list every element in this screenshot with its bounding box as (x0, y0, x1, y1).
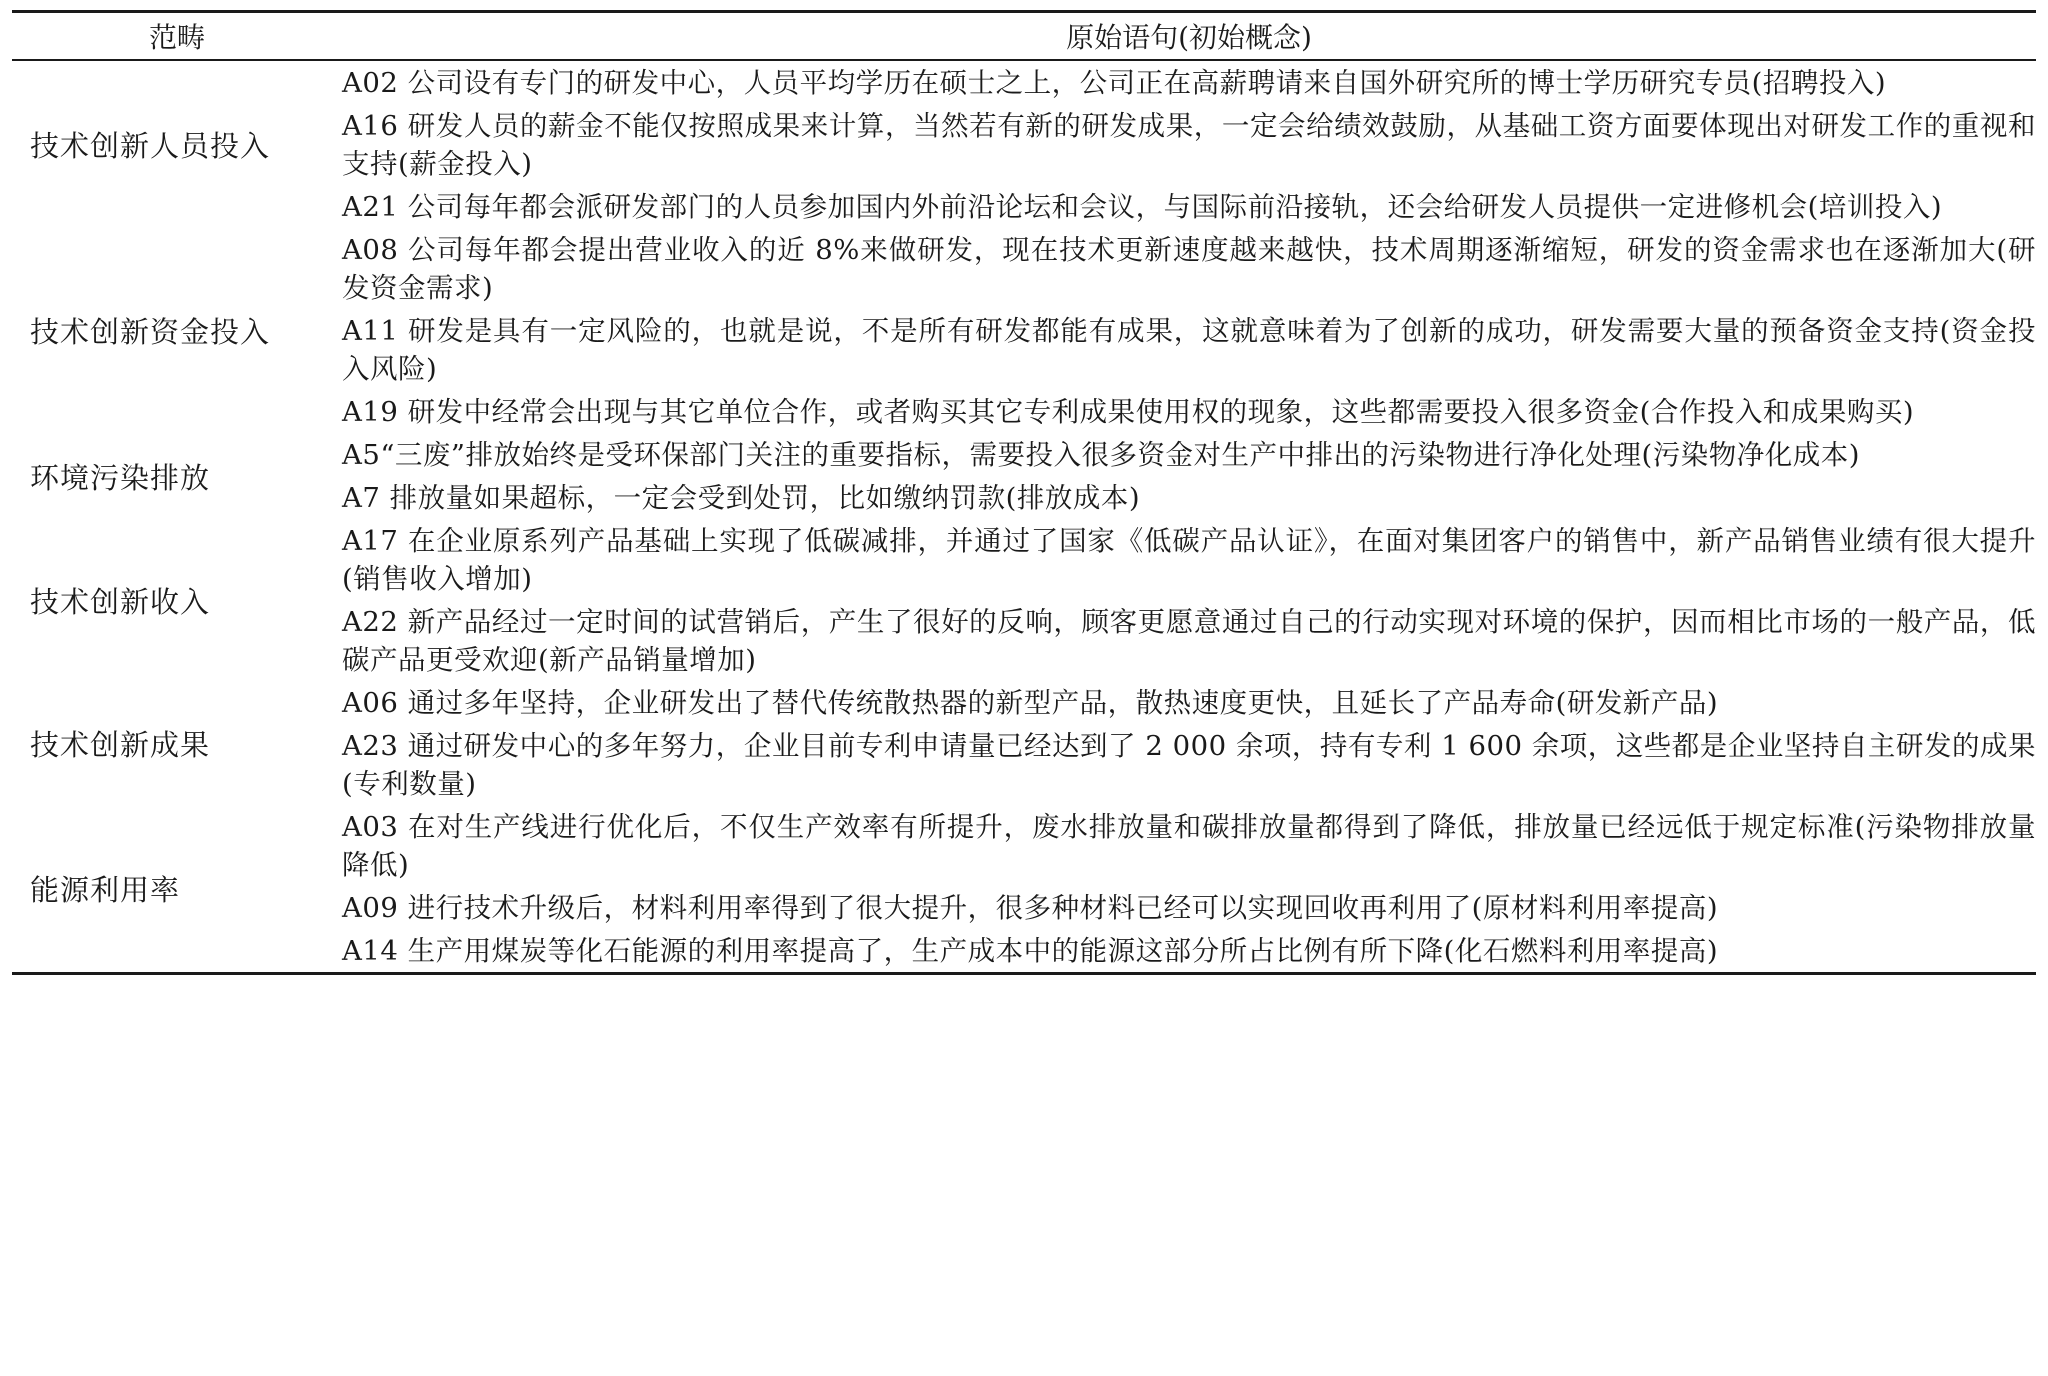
sentence-cell: A02 公司设有专门的研发中心，人员平均学历在硕士之上，公司正在高薪聘请来自国外研究所的博士学历研究专员(招聘投入) (342, 67, 1887, 99)
header-row (12, 12, 2036, 61)
sentence-cell: A14 生产用煤炭等化石能源的利用率提高了，生产成本中的能源这部分所占比例有所下降(化石燃料利用率提高) (342, 935, 1719, 967)
table-row (12, 519, 2036, 600)
table-row (12, 681, 2036, 724)
concept-table-wrapper (12, 10, 2036, 975)
sentence-cell: A7 排放量如果超标，一定会受到处罚，比如缴纳罚款(排放成本) (342, 482, 1141, 514)
category-cell: 技术创新成果 (30, 727, 211, 762)
category-cell: 技术创新资金投入 (30, 315, 271, 349)
sentence-cell: A08 公司每年都会提出营业收入的近 8%来做研发，现在技术更新速度越来越快，技术周期逐渐缩短，研发的资金需求也在逐渐加大(研发资金需求) (342, 234, 2036, 304)
header-category: 范畴 (148, 21, 205, 54)
table-row (12, 228, 2036, 309)
category-cell: 技术创新人员投入 (30, 129, 271, 163)
header-sentence: 原始语句(初始概念) (1066, 21, 1312, 54)
sentence-cell: A22 新产品经过一定时间的试营销后，产生了很好的反响，顾客更愿意通过自己的行动实现对环境的保护，因而相比市场的一般产品，低碳产品更受欢迎(新产品销量增加) (342, 606, 2036, 676)
sentence-cell: A11 研发是具有一定风险的，也就是说，不是所有研发都能有成果，这就意味着为了创新的成功，研发需要大量的预备资金支持(资金投入风险) (342, 315, 2036, 385)
sentence-cell: A03 在对生产线进行优化后，不仅生产效率有所提升，废水排放量和碳排放量都得到了降低，排放量已经远低于规定标准(污染物排放量降低) (342, 811, 2036, 881)
table-row (12, 433, 2036, 476)
category-cell: 环境污染排放 (30, 460, 211, 495)
sentence-cell: A19 研发中经常会出现与其它单位合作，或者购买其它专利成果使用权的现象，这些都需要投入很多资金(合作投入和成果购买) (342, 396, 1915, 428)
concept-table (12, 10, 2036, 975)
sentence-cell: A21 公司每年都会派研发部门的人员参加国内外前沿论坛和会议，与国际前沿接轨，还会给研发人员提供一定进修机会(培训投入) (342, 191, 1943, 223)
category-cell: 能源利用率 (30, 873, 181, 907)
sentence-cell: A09 进行技术升级后，材料利用率得到了很大提升，很多种材料已经可以实现回收再利用了(原材料利用率提高) (342, 892, 1719, 924)
table-header (12, 12, 2036, 61)
table-row (12, 60, 2036, 104)
sentence-cell: A06 通过多年坚持，企业研发出了替代传统散热器的新型产品，散热速度更快，且延长了产品寿命(研发新产品) (342, 687, 1719, 719)
table-body (12, 60, 2036, 974)
table-row (12, 805, 2036, 886)
category-cell: 技术创新收入 (30, 584, 211, 619)
sentence-cell: A5“三废”排放始终是受环保部门关注的重要指标，需要投入很多资金对生产中排出的污染物进行净化处理(污染物净化成本) (342, 439, 1860, 471)
sentence-cell: A23 通过研发中心的多年努力，企业目前专利申请量已经达到了 2 000 余项，持有专利 1 600 余项，这些都是企业坚持自主研发的成果(专利数量) (342, 730, 2036, 800)
sentence-cell: A17 在企业原系列产品基础上实现了低碳减排，并通过了国家《低碳产品认证》，在面对集团客户的销售中，新产品销售业绩有很大提升(销售收入增加) (342, 525, 2036, 595)
sentence-cell: A16 研发人员的薪金不能仅按照成果来计算，当然若有新的研发成果，一定会给绩效鼓励，从基础工资方面要体现出对研发工作的重视和支持(薪金投入) (342, 110, 2036, 180)
